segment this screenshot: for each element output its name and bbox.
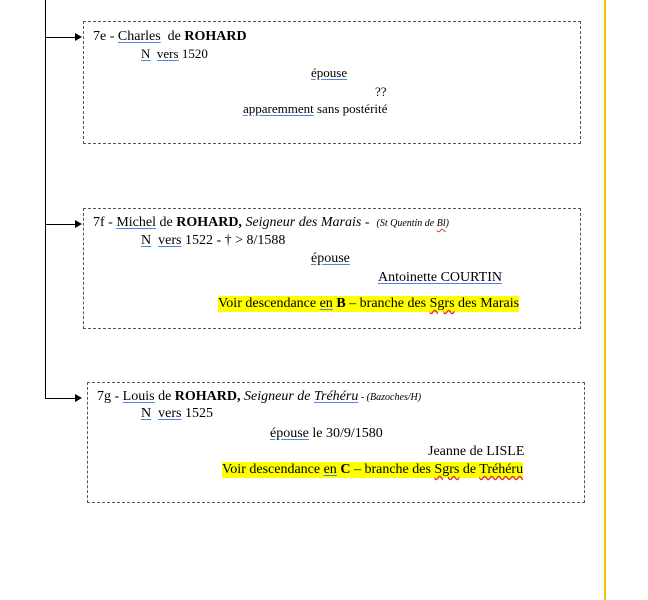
note-sans-posterite: sans postérité [313,101,388,116]
place-note: - (Bazoches/H) [358,392,422,403]
arrow-icon [75,33,82,41]
spouse-name-7f [378,270,502,286]
generation-number: 7g - [97,389,123,404]
vers-word: vers [158,233,182,248]
branch-line-7g [45,398,75,399]
birth-year: 1525 [181,406,213,421]
spouse-name: Jeanne de LISLE [428,444,525,459]
seigneury-title: Seigneur des Marais - [241,215,373,230]
person-heading-7g [97,389,421,406]
margin-rule [604,0,606,600]
branch-line-7e [45,37,75,38]
first-name: Charles [117,29,161,44]
spouse-name-7g [428,444,524,460]
note-line-7e [243,101,387,117]
seigneury-title: Seigneur de [240,389,314,404]
birth-line-7f [141,233,285,249]
spouse-name: Antoinette COURTIN [378,270,502,285]
birth-line-7g [141,406,213,422]
descendance-link-c[interactable]: Voir descendance en C – branche des Sgrs de Tréhéru [222,462,524,477]
spouse-name: ?? [375,84,387,99]
epouse-line-7g [270,426,383,442]
particle: de [154,389,175,404]
epouse-line-7e [311,65,347,81]
epouse-label: épouse [311,251,350,266]
first-name: Michel [116,215,156,230]
note-apparemment: apparemment [243,101,314,116]
particle: de [155,215,177,230]
genealogy-trunk-line [45,0,46,398]
birth-marker: N [141,406,152,421]
epouse-line-7f [311,251,350,267]
branch-line-7f [45,224,75,225]
surname: ROHARD [184,29,247,44]
place-note: (St Quentin de Bl) [376,218,449,229]
seigneury-place: Tréhéru [314,389,359,404]
birth-line-7e [141,46,208,62]
vers-word: vers [156,46,179,61]
person-heading-7e [93,29,247,45]
surname: ROHARD, [176,215,242,230]
life-dates: 1522 - † > 8/1588 [181,233,286,248]
birth-year: 1520 [178,46,208,61]
generation-number: 7f - [93,215,117,230]
birth-marker: N [141,46,151,61]
arrow-icon [75,220,82,228]
birth-marker: N [141,233,152,248]
spouse-name-7e [375,84,387,100]
arrow-icon [75,394,82,402]
marriage-date: le 30/9/1580 [308,426,383,441]
vers-word: vers [158,406,182,421]
generation-number: 7e - [93,29,118,44]
first-name: Louis [122,389,155,404]
epouse-label: épouse [311,65,348,80]
epouse-label: épouse [270,426,309,441]
surname: ROHARD, [174,389,241,404]
particle: de [167,29,185,44]
person-heading-7f [93,215,449,232]
descendance-link-b[interactable]: Voir descendance en B – branche des Sgrs des Marais [218,296,520,311]
